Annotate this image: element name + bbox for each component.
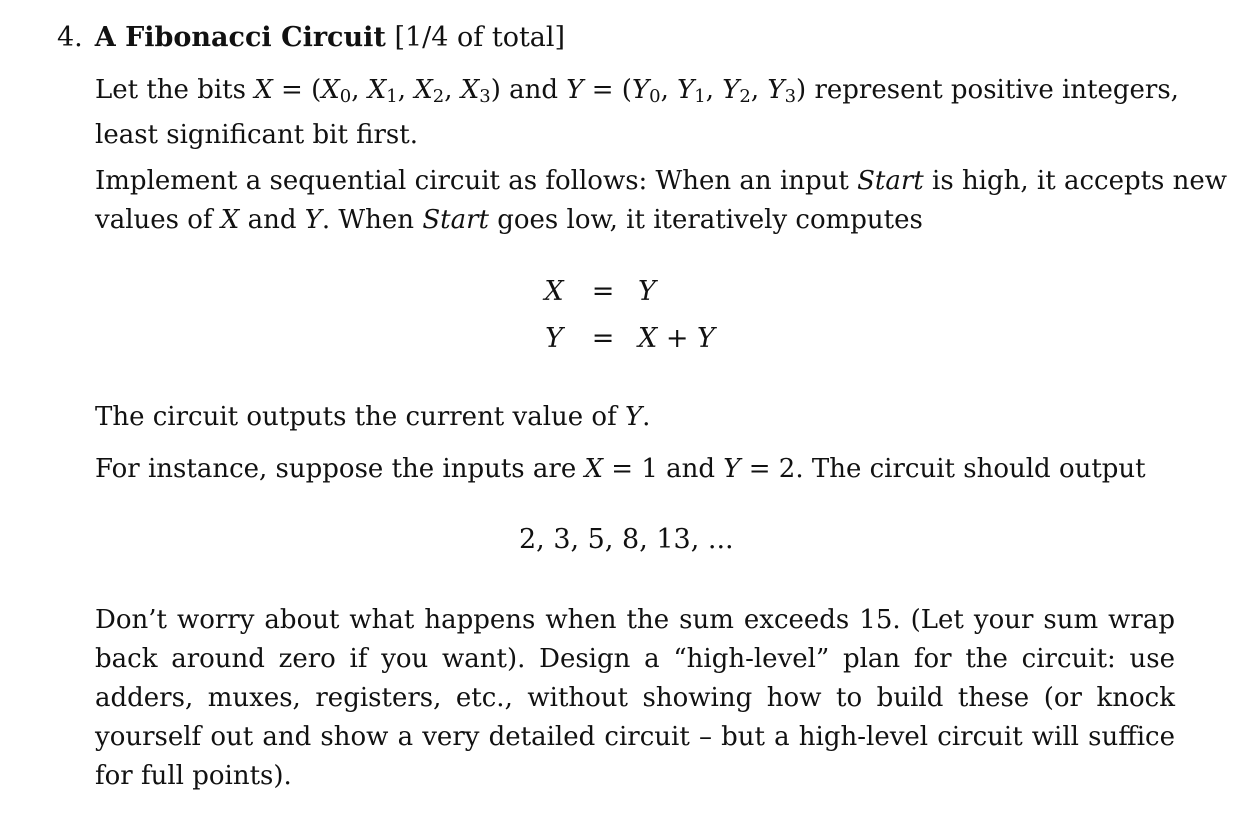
paragraph-design-notes: Don’t worry about what happens when the sum exceeds 15. (Let your sum wrap back around zero if you want). Design a “high-level” plan for the circuit: use adders, muxes, registers, etc., without showing how to build these (or knock yourself out and show a very detailed circuit – but a high-level circuit will suffice for full points).: [95, 605, 1175, 791]
problem-title: A Fibonacci Circuit: [94, 22, 386, 53]
equation-row-y: Y = X + Y: [545, 323, 715, 354]
update-equations: [540, 268, 715, 362]
fibonacci-sequence: 2, 3, 5, 8, 13, ...: [519, 524, 734, 555]
problem-weight: [1/4 of total]: [394, 22, 566, 53]
problem-heading: [57, 18, 565, 58]
equation-row-x: X = Y: [544, 276, 656, 307]
paragraph-bits-definition: Let the bits X = (X0, X1, X2, X3) and Y = (Y0, Y1, Y2, Y3) represent positive integers, least significant bit first.: [95, 75, 1179, 150]
problem-number: 4.: [57, 22, 83, 53]
paragraph-output: The circuit outputs the current value of Y.: [95, 402, 651, 432]
paragraph-circuit-behavior: Implement a sequential circuit as follows: When an input Start is high, it accepts new values of X and Y. When Start goes low, it iteratively computes: [95, 166, 1228, 235]
paragraph-example: For instance, suppose the inputs are X = 1 and Y = 2. The circuit should output: [95, 454, 1146, 484]
